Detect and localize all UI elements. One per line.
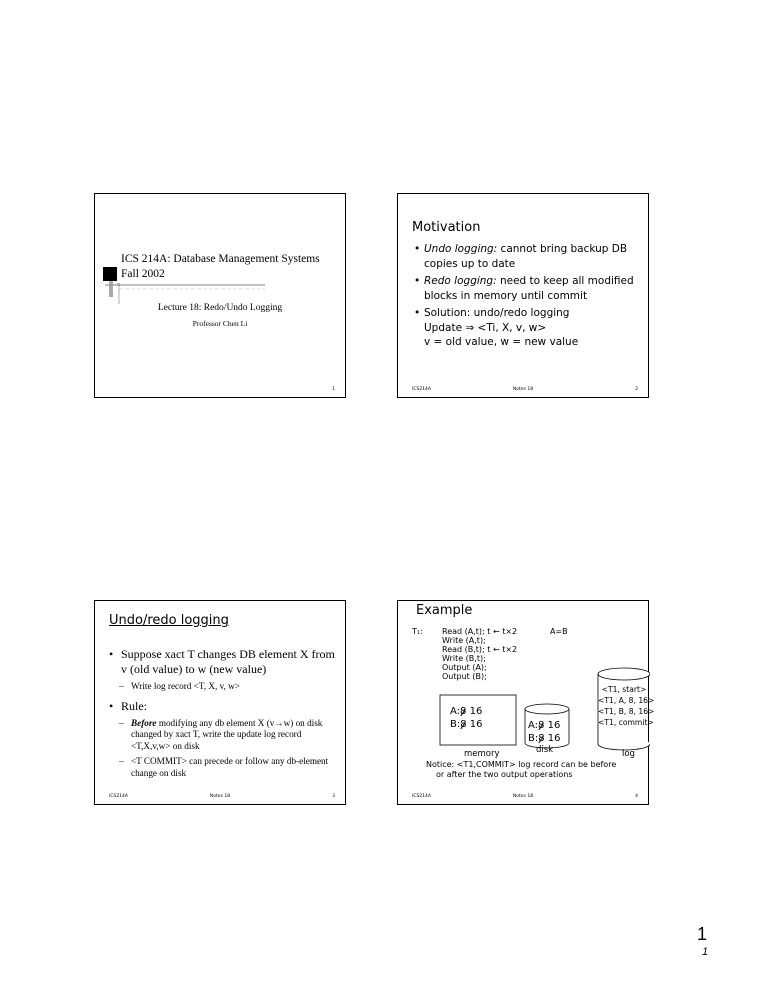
slide-2-title: Motivation — [412, 220, 481, 235]
disk-values: A:8 16 B:8 16 — [528, 720, 561, 744]
slide-2 — [397, 193, 649, 398]
slide-3-sub-before: – Before modifying any db element X (v→w) on disk changed by xact T, write the update log record <T,X,v,w> on disk — [109, 718, 339, 753]
slide-1-title-line1: ICS 214A: Database Management Systems — [121, 253, 320, 265]
slide-4-footer-left: ICS214A — [412, 794, 431, 799]
slide-1-page-number: 1 — [332, 387, 335, 392]
slide-3-sub-commit: – <T COMMIT> can precede or follow any db-element change on disk — [109, 756, 339, 779]
slide-3-title: Undo/redo logging — [109, 613, 229, 628]
log-records — [598, 684, 655, 728]
slide-2-bullet-undo: • Undo logging: cannot bring backup DB copies up to date — [412, 242, 644, 271]
log-cylinder — [598, 668, 650, 680]
code-line: Write (A,t); — [442, 636, 486, 645]
slide-3-bullets — [109, 641, 339, 779]
slide-2-footer-center: Notes 18 — [512, 387, 534, 392]
slide-3-bullet-rule: • Rule: — [109, 699, 339, 714]
slide-1-subtitle: Lecture 18: Redo/Undo Logging — [157, 303, 283, 313]
implies-arrow-icon: ⇒ — [465, 321, 475, 334]
log-record: <T1, commit> — [598, 718, 654, 727]
slide-2-bullet-redo: • Redo logging: need to keep all modified blocks in memory until commit — [412, 274, 644, 303]
memory-values: A:8 16 B:8 16 — [450, 706, 483, 730]
slide-4-title: Example — [416, 603, 473, 618]
slide-1 — [94, 193, 346, 398]
slide-1-title-line2: Fall 2002 — [121, 268, 165, 280]
label-log: log — [622, 749, 635, 759]
slide-2-bullets — [412, 242, 644, 353]
code-line: Read (A,t); t ← t×2 — [442, 627, 518, 636]
code-line: Read (B,t); t ← t×2 — [442, 645, 518, 654]
log-record: <T1, start> — [601, 685, 647, 694]
label-disk: disk — [536, 745, 554, 755]
slide-4-constraint: A=B — [550, 627, 568, 636]
slide-4 — [397, 600, 655, 805]
slide-2-update-line: Update ⇒ <Ti, X, v, w> — [424, 321, 547, 334]
log-record: <T1, A, 8, 16> — [598, 696, 655, 705]
slide-2-bullet-solution: • Solution: undo/redo logging — [412, 306, 644, 321]
disk-cylinder — [525, 704, 569, 714]
slide-3 — [94, 600, 346, 805]
slide-1-author: Professor Chen Li — [192, 319, 248, 328]
slide-4-page-number: 4 — [635, 794, 638, 799]
slide-3-sub-write-log: – Write log record <T, X, v, w> — [109, 681, 339, 693]
code-line: Write (B,t); — [442, 654, 486, 663]
page-number: 1 — [697, 924, 708, 944]
page-number-italic: 1 — [702, 946, 709, 958]
slide-2-footer-left: ICS214A — [412, 387, 431, 392]
slide-3-page-number: 3 — [332, 794, 335, 799]
slide-4-notice: Notice: <T1,COMMIT> log record can be before or after the two output operations — [426, 760, 617, 779]
slide-3-footer-left: ICS214A — [109, 794, 128, 799]
slide-1-decoration — [95, 194, 347, 399]
right-arrow-icon: → — [274, 717, 284, 728]
slide-4-t1-label: T₁: — [412, 627, 423, 636]
slide-2-values-line: v = old value, w = new value — [424, 336, 579, 348]
code-line: Output (A); — [442, 663, 487, 672]
code-line: Output (B); — [442, 672, 487, 681]
slide-3-bullet-suppose: • Suppose xact T changes DB element X from v (old value) to w (new value) — [109, 647, 339, 677]
slide-4-footer-center: Notes 18 — [512, 794, 534, 799]
label-memory: memory — [464, 749, 500, 759]
log-record: <T1, B, 8, 16> — [598, 707, 655, 716]
slide-2-page-number: 2 — [635, 387, 638, 392]
slide-3-footer-center: Notes 18 — [209, 794, 231, 799]
